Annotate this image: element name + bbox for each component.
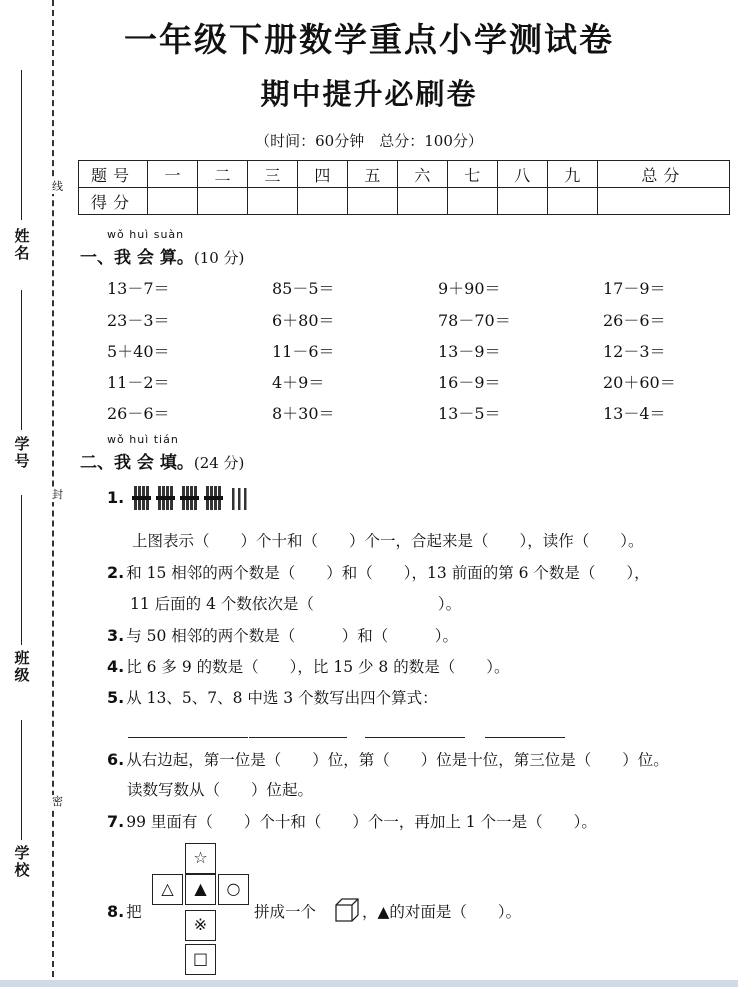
calc-item: 13－9＝ — [438, 342, 501, 361]
calc-item: 8＋30＝ — [272, 404, 335, 423]
calc-item: 5＋40＝ — [107, 342, 170, 361]
question-5: 5. 从 13、5、7、8 中选 3 个数写出四个算式： — [107, 688, 438, 707]
answer-blank[interactable] — [128, 737, 248, 738]
student-id-line — [21, 290, 22, 430]
question-8-prefix: 8. 把 — [107, 902, 142, 921]
binding-mark-seal: 封 — [52, 488, 63, 501]
net-cell-filled-triangle: ▲ — [185, 874, 216, 905]
school-label: 学 校 — [14, 844, 30, 879]
section2-points: (24 分) — [193, 454, 245, 472]
score-table-row2-label: 得分 — [79, 188, 148, 215]
score-col-9: 九 — [547, 161, 597, 188]
calc-item: 23－3＝ — [107, 311, 170, 330]
question-3: 3. 与 50 相邻的两个数是（ ）和（ ）。 — [107, 626, 459, 645]
stick-bundle-icon — [156, 486, 175, 510]
calc-item: 85－5＝ — [272, 279, 335, 298]
question-8-middle: 拼成一个 — [254, 903, 317, 921]
score-col-4: 四 — [297, 161, 347, 188]
question-6-line2: 读数写数从（ ）位起。 — [127, 781, 314, 799]
calc-item: 17－9＝ — [603, 279, 666, 298]
question-6: 6. 从右边起，第一位是（ ）位，第（ ）位是十位，第三位是（ ）位。 — [107, 750, 669, 769]
calc-item: 12－3＝ — [603, 342, 666, 361]
net-cell-star: ☆ — [185, 843, 216, 874]
net-cell-circle: ○ — [218, 874, 249, 905]
student-id-label: 学 号 — [14, 435, 30, 470]
section1-heading — [80, 243, 244, 268]
class-line — [21, 495, 22, 645]
section2-pinyin: wǒ huì tián — [107, 433, 179, 446]
section2-heading — [80, 448, 244, 473]
score-cell[interactable] — [397, 188, 447, 215]
calc-item: 9＋90＝ — [438, 279, 501, 298]
answer-blank[interactable] — [485, 737, 565, 738]
score-table — [78, 160, 730, 215]
section2-title: 二、我 会 填。 — [80, 453, 194, 473]
calc-item: 11－2＝ — [107, 373, 170, 392]
question-2-line2: 11 后面的 4 个数依次是（ ）。 — [130, 595, 462, 613]
score-col-5: 五 — [347, 161, 397, 188]
net-cell-reference-mark: ※ — [185, 910, 216, 941]
name-label: 姓 名 — [14, 227, 30, 262]
school-line — [21, 720, 22, 840]
exam-title: 一年级下册数学重点小学测试卷 — [124, 20, 614, 59]
score-table-score-row — [79, 188, 730, 215]
section1-points: (10 分) — [193, 249, 245, 267]
net-cell-triangle: △ — [152, 874, 183, 905]
question-2: 2. 和 15 相邻的两个数是（ ）和（ ），13 前面的第 6 个数是（ ）， — [107, 563, 650, 582]
answer-blank[interactable] — [249, 737, 347, 738]
time-and-score-info: （时间：60分钟 总分：100分） — [255, 132, 483, 150]
score-cell[interactable] — [497, 188, 547, 215]
question-1-number: 1. — [107, 488, 125, 507]
score-cell[interactable] — [247, 188, 297, 215]
calc-item: 13－5＝ — [438, 404, 501, 423]
calc-item: 6＋80＝ — [272, 311, 335, 330]
section1-title: 一、我 会 算。 — [80, 248, 194, 268]
answer-blank[interactable] — [365, 737, 465, 738]
score-col-7: 七 — [447, 161, 497, 188]
calc-item: 16－9＝ — [438, 373, 501, 392]
score-cell[interactable] — [347, 188, 397, 215]
question-7: 7. 99 里面有（ ）个十和（ ）个一，再加上 1 个一是（ ）。 — [107, 812, 597, 831]
binding-mark-line: 线 — [52, 180, 63, 193]
score-cell[interactable] — [547, 188, 597, 215]
score-col-2: 二 — [197, 161, 247, 188]
score-cell[interactable] — [597, 188, 729, 215]
calc-item: 11－6＝ — [272, 342, 335, 361]
score-cell[interactable] — [297, 188, 347, 215]
score-table-header-row — [79, 161, 730, 188]
score-table-row1-label: 题号 — [79, 161, 148, 188]
single-stick-icon — [232, 488, 247, 510]
binding-mark-secret: 密 — [52, 795, 63, 808]
score-col-6: 六 — [397, 161, 447, 188]
question-4: 4. 比 6 多 9 的数是（ ），比 15 少 8 的数是（ ）。 — [107, 657, 510, 676]
net-cell-square: □ — [185, 944, 216, 975]
score-col-1: 一 — [148, 161, 198, 188]
class-label: 班 级 — [14, 649, 30, 684]
score-col-8: 八 — [497, 161, 547, 188]
section1-pinyin: wǒ huì suàn — [107, 228, 185, 241]
score-cell[interactable] — [148, 188, 198, 215]
score-col-3: 三 — [247, 161, 297, 188]
calc-item: 20＋60＝ — [603, 373, 676, 392]
question-8-suffix: ，▲的对面是（ ）。 — [362, 903, 522, 921]
question-1-text: 上图表示（ ）个十和（ ）个一，合起来是（ ），读作（ ）。 — [132, 532, 644, 550]
viewer-bottom-edge — [0, 980, 738, 987]
calc-item: 78－70＝ — [438, 311, 511, 330]
score-cell[interactable] — [447, 188, 497, 215]
calc-item: 13－4＝ — [603, 404, 666, 423]
stick-bundle-icon — [204, 486, 223, 510]
counting-sticks-figure — [130, 484, 260, 514]
calc-item: 26－6＝ — [603, 311, 666, 330]
score-col-total: 总分 — [597, 161, 729, 188]
calc-item: 13－7＝ — [107, 279, 170, 298]
calc-item: 26－6＝ — [107, 404, 170, 423]
stick-bundle-icon — [132, 486, 151, 510]
calc-item: 4＋9＝ — [272, 373, 325, 392]
score-cell[interactable] — [197, 188, 247, 215]
cube-icon — [333, 896, 361, 924]
exam-subtitle: 期中提升必刷卷 — [260, 77, 478, 111]
stick-bundle-icon — [180, 486, 199, 510]
